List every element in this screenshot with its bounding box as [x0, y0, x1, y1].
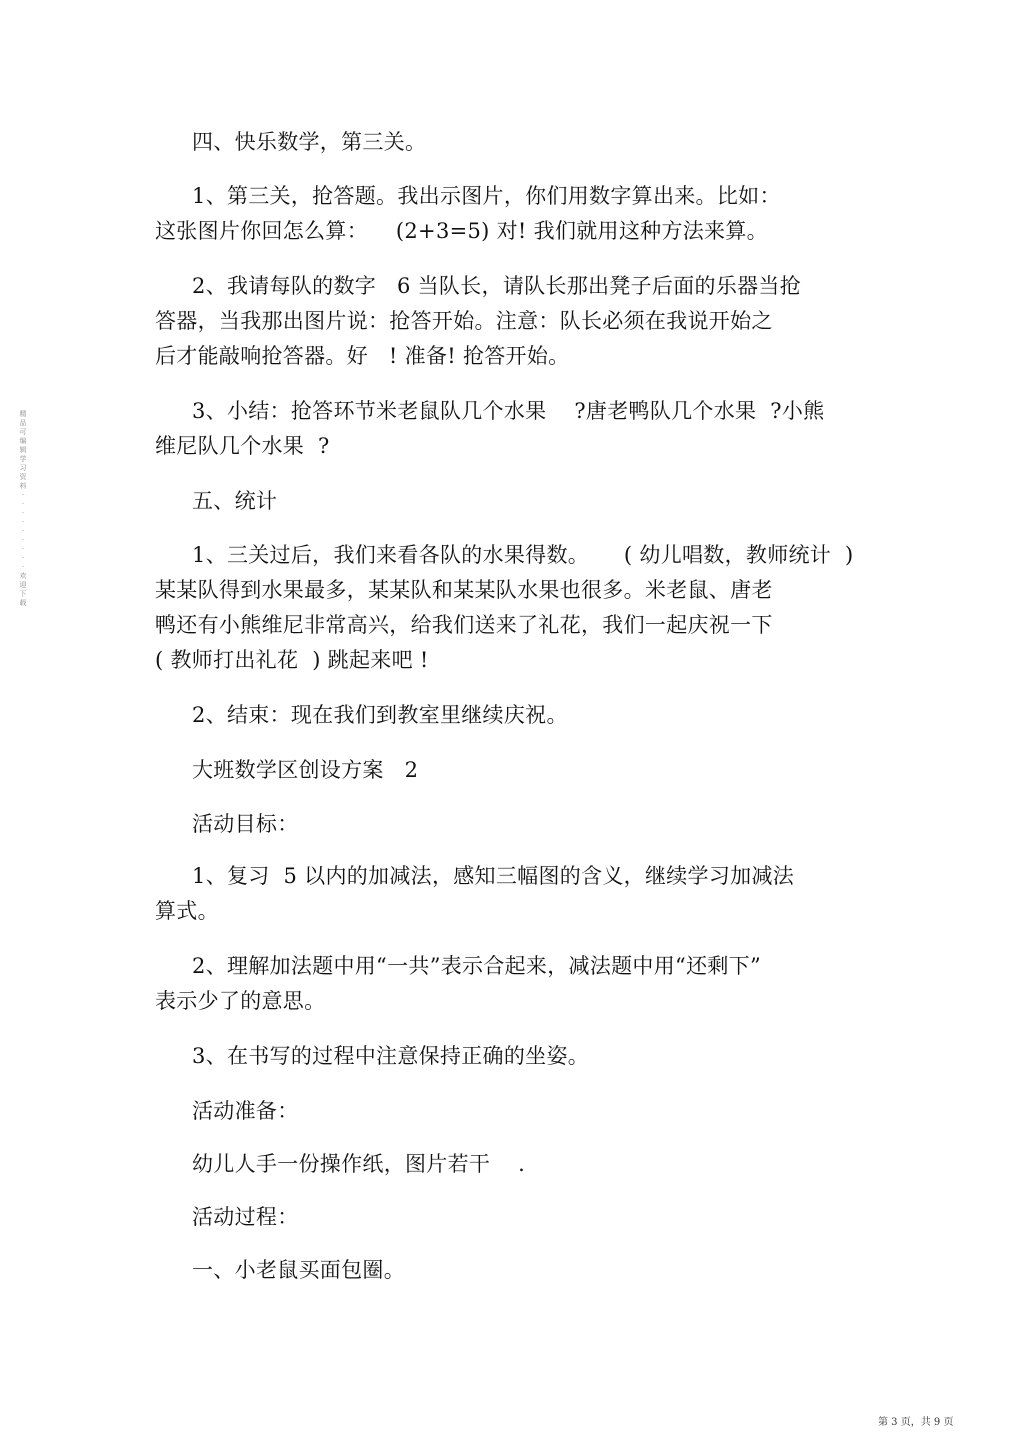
- watermark-char: ·: [21, 536, 25, 544]
- paragraph-line: 2、理解加法题中用“一共”表示合起来，减法题中用“还剩下”: [192, 954, 762, 978]
- paragraph-line: 鸭还有小熊维尼非常高兴，给我们送来了礼花，我们一起庆祝一下: [155, 613, 773, 637]
- section-heading: 活动过程：: [192, 1205, 299, 1229]
- watermark-char: 可: [19, 428, 27, 436]
- watermark-char: 欢: [19, 572, 27, 580]
- watermark-char: 习: [19, 464, 27, 472]
- paragraph-line: 算式。: [155, 899, 219, 923]
- paragraph-line: 答器，当我那出图片说：抢答开始。注意：队长必须在我说开始之: [155, 309, 773, 333]
- paragraph-line: 1、三关过后，我们来看各队的水果得数。 ( 幼儿唱数，教师统计 ): [192, 543, 854, 567]
- watermark-char: ·: [21, 545, 25, 553]
- paragraph-line: ( 教师打出礼花 ) 跳起来吧 !: [155, 648, 429, 672]
- watermark-char: 辑: [19, 446, 27, 454]
- watermark-char: 载: [19, 599, 27, 607]
- paragraph-line: 3、在书写的过程中注意保持正确的坐姿。: [192, 1044, 590, 1068]
- paragraph-line: 一、小老鼠买面包圈。: [192, 1258, 405, 1282]
- watermark-char: 品: [19, 419, 27, 427]
- section-heading: 四、快乐数学，第三关。: [192, 130, 427, 154]
- section-heading: 活动准备：: [192, 1099, 299, 1123]
- watermark-char: ·: [21, 500, 25, 508]
- watermark-char: 编: [19, 437, 27, 445]
- watermark-char: 学: [19, 455, 27, 463]
- side-watermark: [16, 410, 30, 608]
- watermark-char: ·: [21, 518, 25, 526]
- section-heading: 活动目标：: [192, 812, 299, 836]
- watermark-char: ·: [21, 527, 25, 535]
- watermark-char: ·: [21, 554, 25, 562]
- paragraph-line: 1、复习 5 以内的加减法，感知三幅图的含义，继续学习加减法: [192, 864, 795, 888]
- section-heading: 五、统计: [192, 489, 278, 513]
- paragraph-line: 维尼队几个水果 ?: [155, 434, 330, 458]
- paragraph-line: 3、小结：抢答环节米老鼠队几个水果 ?唐老鸭队几个水果 ?小熊: [192, 399, 825, 423]
- paragraph-line: 幼儿人手一份操作纸，图片若干 .: [192, 1152, 526, 1176]
- paragraph-line: 某某队得到水果最多，某某队和某某队水果也很多。米老鼠、唐老: [155, 578, 773, 602]
- watermark-char: 料: [19, 482, 27, 490]
- paragraph-line: 2、我请每队的数字 6 当队长，请队长那出凳子后面的乐器当抢: [192, 274, 802, 298]
- page-number: 第 3 页，共 9 页: [878, 1417, 954, 1428]
- watermark-char: ·: [21, 563, 25, 571]
- watermark-char: 下: [19, 590, 27, 598]
- watermark-char: 资: [19, 473, 27, 481]
- watermark-char: 精: [19, 410, 27, 418]
- paragraph-line: 2、结束：现在我们到教室里继续庆祝。: [192, 703, 568, 727]
- watermark-char: 迎: [19, 581, 27, 589]
- paragraph-line: 1、第三关，抢答题。我出示图片，你们用数字算出来。比如：: [192, 184, 781, 208]
- paragraph-line: 后才能敲响抢答器。好 ! 准备! 抢答开始。: [155, 344, 570, 368]
- paragraph-line: 表示少了的意思。: [155, 989, 326, 1013]
- watermark-char: ·: [21, 509, 25, 517]
- document-subtitle: 大班数学区创设方案 2: [192, 758, 419, 782]
- paragraph-line: 这张图片你回怎么算： (2+3=5) 对! 我们就用这种方法来算。: [155, 219, 768, 243]
- watermark-char: ·: [21, 491, 25, 499]
